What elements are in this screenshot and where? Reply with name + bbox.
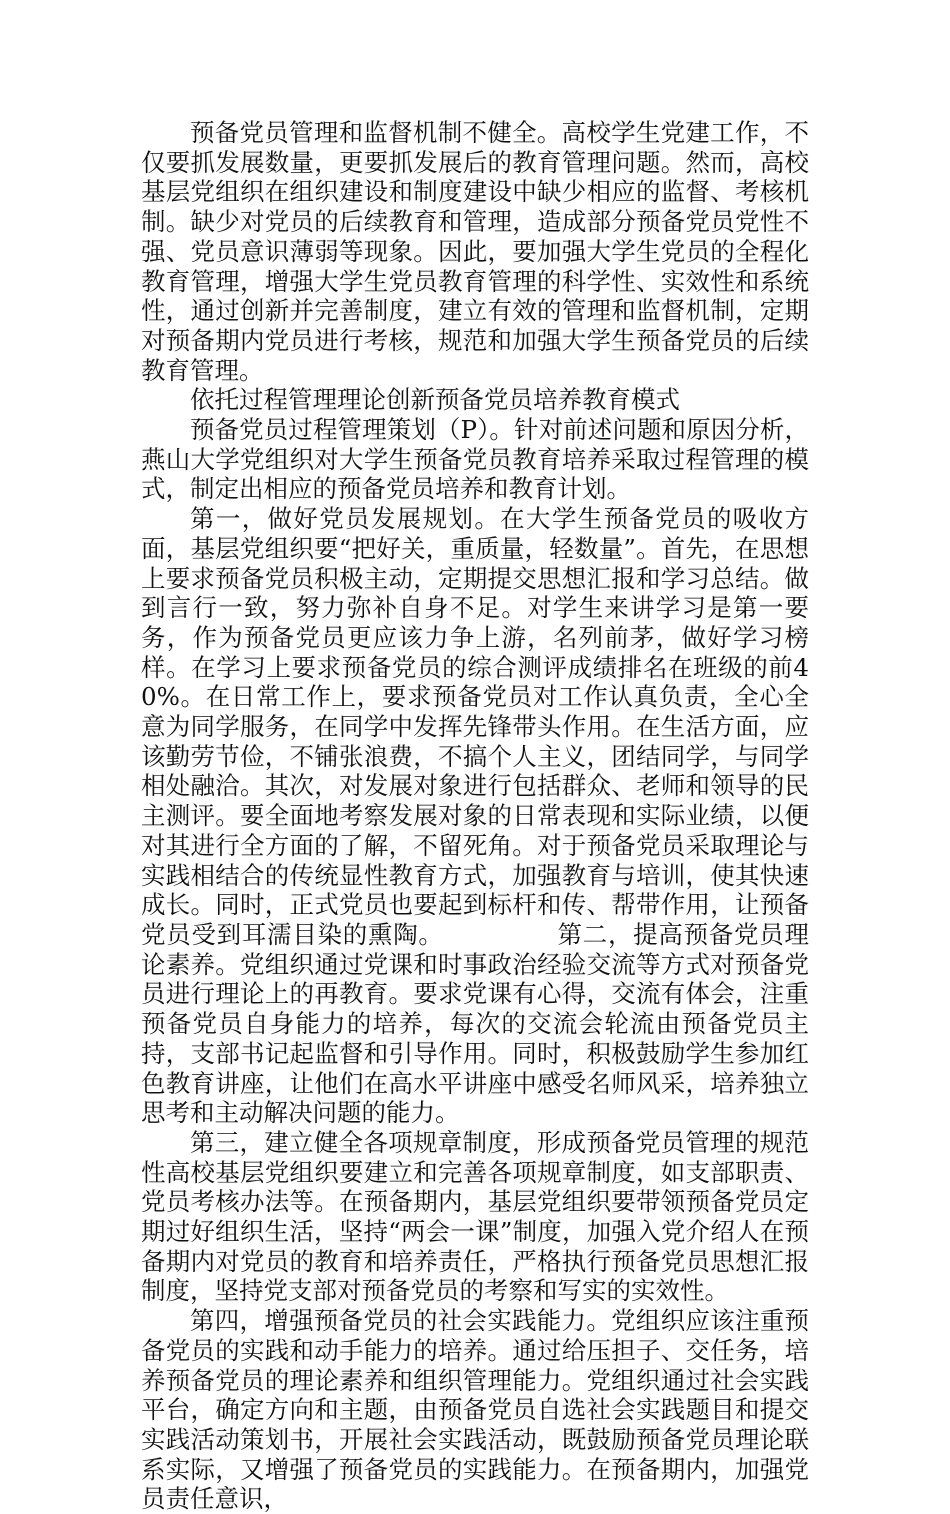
paragraph-third-point: 第三，建立健全各项规章制度，形成预备党员管理的规范性高校基层党组织要建立和完善各项规章制度，如支部职责、党员考核办法等。在预备期内，基层党组织要带领预备党员定期过好组织生活，坚持“两会一课”制度，加强入党介绍人在预备期内对党员的教育和培养责任，严格执行预备党员思想汇报制度，坚持党支部对预备党员的考察和写实的实效性。 [141,1127,809,1306]
section-heading-process-management: 依托过程管理理论创新预备党员培养教育模式 [190,385,680,415]
paragraph-fourth-point: 第四，增强预备党员的社会实践能力。党组织应该注重预备党员的实践和动手能力的培养。通过给压担子、交任务，培养预备党员的理论素养和组织管理能力。党组织通过社会实践平台，确定方向和主题，由预备党员自选社会实践题目和提交实践活动策划书，开展社会实践活动，既鼓励预备党员理论联系实际，又增强了预备党员的实践能力。在预备期内，加强党员责任意识， [141,1306,809,1514]
paragraph-process-planning: 预备党员过程管理策划（P）。针对前述问题和原因分析，燕山大学党组织对大学生预备党员教育培养采取过程管理的模式，制定出相应的预备党员培养和教育计划。 [141,415,809,504]
document-body [141,118,809,1514]
paragraph-first-second-points: 第一，做好党员发展规划。在大学生预备党员的吸收方面，基层党组织要“把好关，重质量，轻数量”。首先，在思想上要求预备党员积极主动，定期提交思想汇报和学习总结。做到言行一致，努力弥补自身不足。对学生来讲学习是第一要务，作为预备党员更应该力争上游，名列前茅，做好学习榜样。在学习上要求预备党员的综合测评成绩排名在班级的前40%。在日常工作上，要求预备党员对工作认真负责，全心全意为同学服务，在同学中发挥先锋带头作用。在生活方面，应该勤劳节俭，不铺张浪费，不搞个人主义，团结同学，与同学相处融洽。其次，对发展对象进行包括群众、老师和领导的民主测评。要全面地考察发展对象的日常表现和实际业绩，以便对其进行全方面的了解，不留死角。对于预备党员采取理论与实践相结合的传统显性教育方式，加强教育与培训，使其快速成长。同时，正式党员也要起到标杆和传、帮带作用，让预备党员受到耳濡目染的熏陶。 第二，提高预备党员理论素养。党组织通过党课和时事政治经验交流等方式对预备党员进行理论上的再教育。要求党课有心得，交流有体会，注重预备党员自身能力的培养，每次的交流会轮流由预备党员主持，支部书记起监督和引导作用。同时，积极鼓励学生参加红色教育讲座，让他们在高水平讲座中感受名师风采，培养独立思考和主动解决问题的能力。 [141,504,809,1128]
paragraph-supervision-mechanism: 预备党员管理和监督机制不健全。高校学生党建工作，不仅要抓发展数量，更要抓发展后的教育管理问题。然而，高校基层党组织在组织建设和制度建设中缺少相应的监督、考核机制。缺少对党员的后续教育和管理，造成部分预备党员党性不强、党员意识薄弱等现象。因此，要加强大学生党员的全程化教育管理，增强大学生党员教育管理的科学性、实效性和系统性，通过创新并完善制度，建立有效的管理和监督机制，定期对预备期内党员进行考核，规范和加强大学生预备党员的后续教育管理。 [141,118,809,385]
